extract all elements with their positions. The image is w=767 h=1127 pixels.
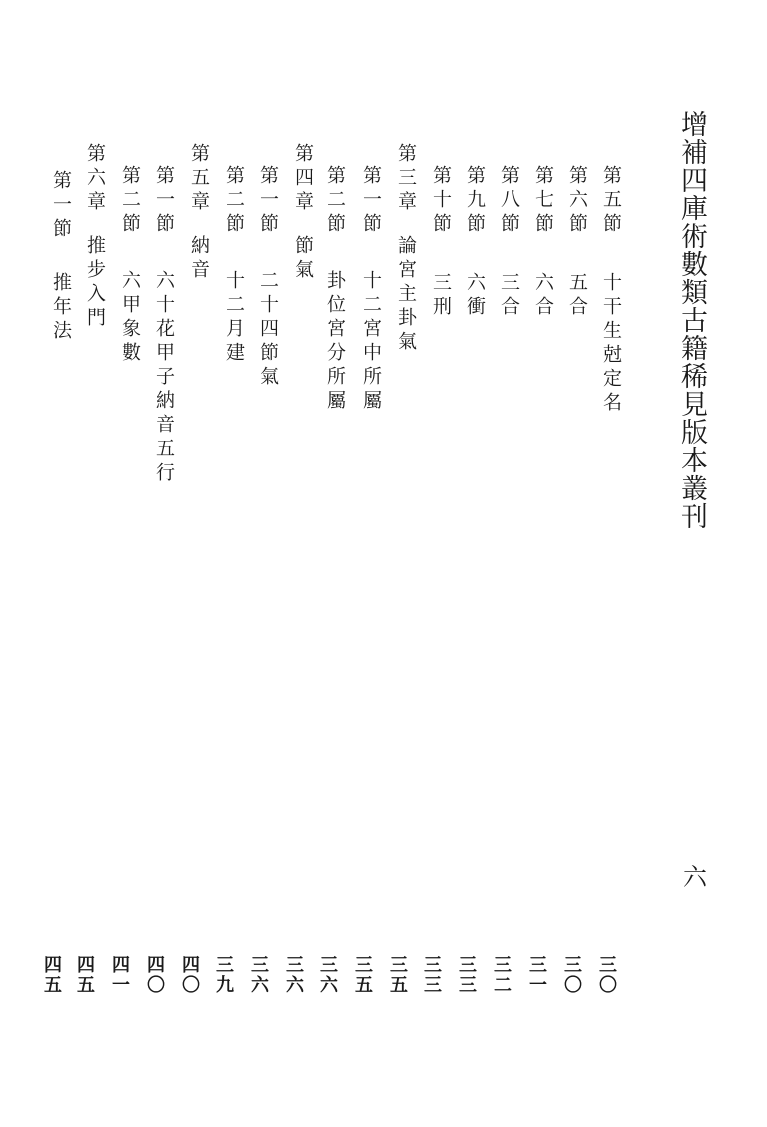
toc-entry-title: 五合 <box>566 272 588 320</box>
toc-entry <box>115 0 145 620</box>
toc-entry-page: 四〇 <box>144 955 165 995</box>
toc-entry <box>460 0 490 620</box>
toc-entry <box>219 0 249 620</box>
toc-entry <box>288 0 318 620</box>
toc-entry <box>494 0 524 620</box>
toc-entry-title: 三合 <box>498 272 520 320</box>
toc-entry-label: 第一節 <box>153 165 175 237</box>
toc-entry-label: 第四章 <box>292 143 314 215</box>
toc-entry-label: 第一節 <box>360 165 382 237</box>
toc-entry-title: 二十四節氣 <box>257 270 279 390</box>
toc-entry-label: 第二節 <box>324 165 346 237</box>
toc-entry-page: 三六 <box>248 955 269 995</box>
toc-entry-title: 六甲象數 <box>119 270 141 366</box>
toc-entry <box>149 0 179 620</box>
toc-entry-page: 三〇 <box>561 955 582 995</box>
toc-entry-page: 三〇 <box>596 955 617 995</box>
toc-entry-page: 四〇 <box>179 955 200 995</box>
toc-entry-page: 三二 <box>491 955 512 995</box>
toc-entry-page: 三三 <box>456 955 477 995</box>
toc-entry-title: 卦位宮分所屬 <box>324 270 346 414</box>
toc-entry-page: 三五 <box>387 955 408 995</box>
toc-entry-title: 十二宮中所屬 <box>360 270 382 414</box>
toc-entry-title: 十二月建 <box>223 270 245 366</box>
toc-entry-page: 三六 <box>317 955 338 995</box>
toc-entry-page: 四一 <box>109 955 130 995</box>
toc-entry-label: 第五節 <box>600 165 622 237</box>
toc-entry-title: 六十花甲子納音五行 <box>153 270 175 486</box>
toc-entry-title: 六衝 <box>464 272 486 320</box>
toc-entry-title: 推年法 <box>50 272 72 344</box>
toc-entry-title: 節氣 <box>292 235 314 283</box>
toc-entry-page: 三三 <box>421 955 442 995</box>
toc-entry <box>528 0 558 620</box>
toc-entry-title: 納音 <box>188 235 210 283</box>
page-number: 六 <box>683 863 707 891</box>
toc-entry-title: 六合 <box>532 272 554 320</box>
toc-entry <box>46 0 76 620</box>
toc-entry-label: 第六章 <box>84 143 106 215</box>
toc-entry-title: 三刑 <box>430 272 452 320</box>
toc-entry <box>80 0 110 620</box>
toc-entry <box>356 0 386 620</box>
toc-entry-label: 第八節 <box>498 165 520 237</box>
toc-entry-label: 第二節 <box>223 165 245 237</box>
toc-entry-label: 第三章 <box>395 143 417 215</box>
toc-entry-page: 三五 <box>352 955 373 995</box>
toc-entry-label: 第六節 <box>566 165 588 237</box>
toc-entry <box>426 0 456 620</box>
toc-entry-page: 三六 <box>283 955 304 995</box>
toc-entry-label: 第二節 <box>119 165 141 237</box>
toc-entry-title: 推步入門 <box>84 235 106 331</box>
toc-entry-label: 第一節 <box>257 165 279 237</box>
toc-entry-page: 四五 <box>74 955 95 995</box>
toc-entry-title: 十干生尅定名 <box>600 272 622 416</box>
toc-entry-label: 第九節 <box>464 165 486 237</box>
toc-entry <box>391 0 421 620</box>
toc-entry <box>596 0 626 620</box>
toc-entry-title: 論宮主卦氣 <box>395 235 417 355</box>
toc-entry <box>562 0 592 620</box>
toc-entry <box>253 0 283 620</box>
toc-entry-page: 三一 <box>526 955 547 995</box>
book-title: 增補四庫術數類古籍稀見版本叢刊 <box>676 110 707 530</box>
toc-entry <box>320 0 350 620</box>
toc-entry-label: 第十節 <box>430 165 452 237</box>
toc-entry <box>184 0 214 620</box>
toc-entry-page: 三九 <box>213 955 234 995</box>
toc-entry-label: 第七節 <box>532 165 554 237</box>
toc-entry-label: 第一節 <box>50 170 72 242</box>
toc-entry-label: 第五章 <box>188 143 210 215</box>
toc-entry-page: 四五 <box>41 955 62 995</box>
